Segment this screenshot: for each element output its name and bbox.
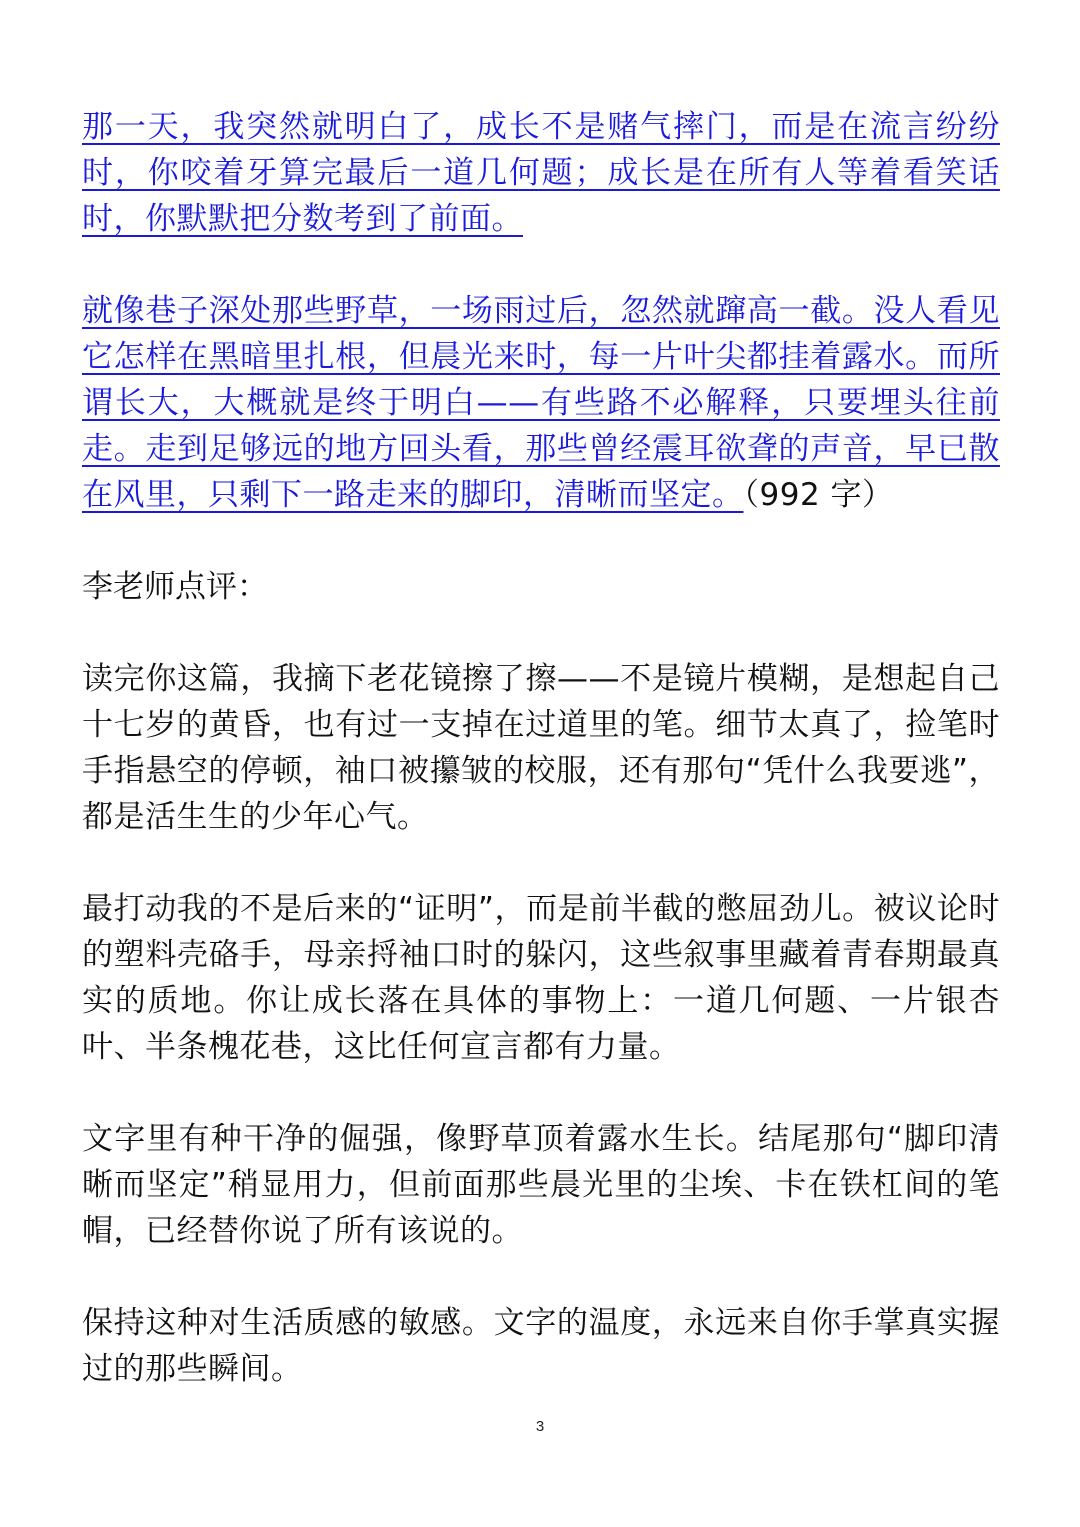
document-page [82, 104, 1000, 1392]
review-heading: 李老师点评： [82, 569, 268, 605]
word-count: （992 字） [743, 477, 894, 513]
essay-link-2[interactable]: 就像巷子深处那些野草，一场雨过后，忽然就蹿高一截。没人看见它怎样在黑暗里扎根，但晨光来时，每一片叶尖都挂着露水。而所谓长大，大概就是终于明白——有些路不必解释，只要埋头往前走。走到足够远的地方回头看，那些曾经震耳欲聋的声音，早已散在风里，只剩下一路走来的脚印，清晰而坚定。 [82, 293, 1000, 513]
review-paragraph-2: 最打动我的不是后来的“证明”，而是前半截的憋屈劲儿。被议论时的塑料壳硌手，母亲捋袖口时的躲闪，这些叙事里藏着青春期最真实的质地。你让成长落在具体的事物上：一道几何题、一片银杏叶、半条槐花巷，这比任何宣言都有力量。 [82, 891, 1000, 1065]
review-paragraph-3: 文字里有种干净的倔强，像野草顶着露水生长。结尾那句“脚印清晰而坚定”稍显用力，但前面那些晨光里的尘埃、卡在铁杠间的笔帽，已经替你说了所有该说的。 [82, 1121, 1000, 1249]
paragraph-gap [82, 1070, 1000, 1116]
review-paragraph-1: 读完你这篇，我摘下老花镜擦了擦——不是镜片模糊，是想起自己十七岁的黄昏，也有过一支掉在过道里的笔。细节太真了，捡笔时手指悬空的停顿，袖口被攥皱的校服，还有那句“凭什么我要逃”，都是活生生的少年心气。 [82, 661, 1000, 835]
essay-paragraph-2 [82, 288, 1000, 518]
paragraph-gap [82, 518, 1000, 564]
paragraph-gap [82, 242, 1000, 288]
paragraph-gap [82, 840, 1000, 886]
paragraph-gap [82, 1254, 1000, 1300]
essay-link-1[interactable]: 那一天，我突然就明白了，成长不是赌气摔门，而是在流言纷纷时，你咬着牙算完最后一道几何题；成长是在所有人等着看笑话时，你默默把分数考到了前面。 [82, 109, 1000, 237]
page-number: 3 [535, 1418, 545, 1435]
paragraph-gap [82, 610, 1000, 656]
review-paragraph-4: 保持这种对生活质感的敏感。文字的温度，永远来自你手掌真实握过的那些瞬间。 [82, 1305, 1000, 1387]
essay-paragraph-1 [82, 104, 1000, 242]
